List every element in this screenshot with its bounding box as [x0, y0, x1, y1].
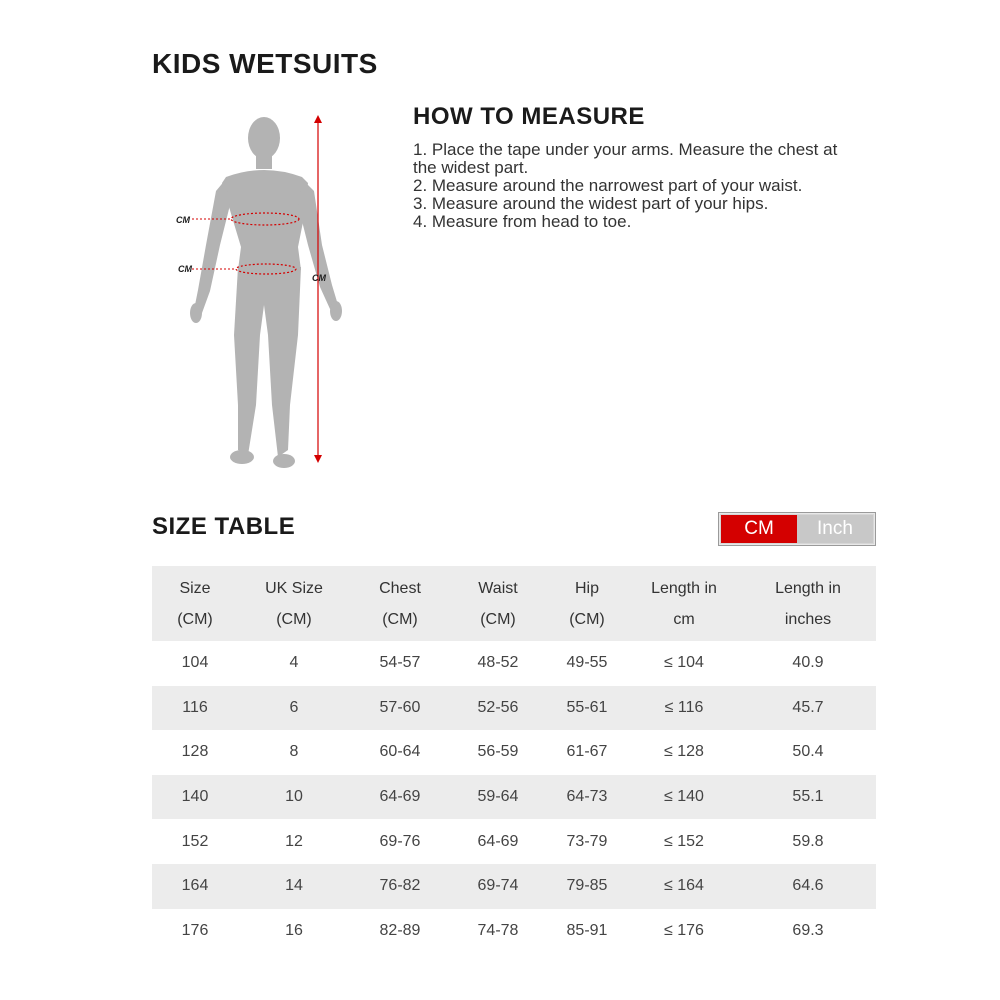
table-cell: 79-85 [546, 864, 628, 909]
table-cell: 4 [289, 654, 299, 672]
header-unit: (CM) [569, 610, 605, 628]
table-cell: 45.7 [740, 686, 876, 731]
column-header [450, 566, 546, 641]
table-cell: 55-61 [546, 686, 628, 731]
table-cell: 16 [285, 921, 303, 939]
table-cell: 74-78 [477, 921, 519, 939]
table-cell: 56-59 [477, 743, 519, 761]
table-cell: 14 [238, 864, 350, 909]
table-cell: 59-64 [450, 775, 546, 820]
table-cell: 8 [289, 743, 299, 761]
header-line: Size [179, 579, 211, 597]
unit-inch-button[interactable]: Inch [797, 515, 873, 543]
table-cell: ≤ 176 [664, 921, 704, 939]
table-cell: 48-52 [477, 654, 519, 672]
measure-step-3: 3. Measure around the widest part of your hips. [413, 194, 769, 213]
table-cell: ≤ 140 [628, 775, 740, 820]
table-cell: 73-79 [566, 832, 608, 850]
table-cell: 116 [152, 686, 238, 731]
table-cell: 140 [152, 775, 238, 820]
header-line: Length in [775, 579, 841, 597]
table-cell: 152 [181, 832, 209, 850]
header-unit: inches [784, 610, 832, 628]
page-title: KIDS WETSUITS [152, 48, 378, 79]
table-cell: 164 [152, 864, 238, 909]
table-row [152, 775, 876, 820]
table-cell: ≤ 116 [628, 686, 740, 731]
header-line: UK Size [265, 579, 323, 597]
header-unit: (CM) [382, 610, 418, 628]
table-cell: 40.9 [792, 654, 824, 672]
table-cell: ≤ 164 [628, 864, 740, 909]
table-cell: 69.3 [792, 921, 824, 939]
header-unit: (CM) [276, 610, 312, 628]
table-header-row [152, 566, 876, 641]
table-row [152, 819, 876, 864]
table-cell: 50.4 [792, 743, 824, 761]
table-cell: ≤ 152 [664, 832, 704, 850]
column-header [152, 566, 238, 641]
table-cell: 60-64 [379, 743, 421, 761]
height-measure-arrow [314, 115, 322, 463]
table-cell: 76-82 [350, 864, 450, 909]
table-cell: 55.1 [740, 775, 876, 820]
how-to-measure-title: HOW TO MEASURE [413, 103, 645, 130]
table-cell: 12 [285, 832, 303, 850]
table-row [152, 864, 876, 909]
table-cell: 69-76 [379, 832, 421, 850]
table-cell: 64.6 [740, 864, 876, 909]
column-header [238, 566, 350, 641]
table-cell: 104 [181, 654, 209, 672]
table-cell: 59.8 [792, 832, 824, 850]
chest-cm-label: CM [176, 215, 190, 225]
measure-step-1: 1. Place the tape under your arms. Measure the chest at the widest part. [413, 140, 838, 177]
table-cell: 10 [238, 775, 350, 820]
table-cell: 57-60 [350, 686, 450, 731]
header-unit: cm [673, 610, 695, 628]
waist-cm-label: CM [178, 264, 192, 274]
table-cell: ≤ 128 [664, 743, 704, 761]
table-cell: 49-55 [566, 654, 608, 672]
table-cell: 64-69 [477, 832, 519, 850]
table-cell: 176 [181, 921, 209, 939]
table-cell: 64-69 [350, 775, 450, 820]
table-cell: 6 [238, 686, 350, 731]
table-row [152, 730, 876, 775]
column-header [740, 566, 876, 641]
table-cell: 82-89 [379, 921, 421, 939]
measure-step-2: 2. Measure around the narrowest part of your waist. [413, 176, 803, 195]
header-unit: (CM) [177, 610, 213, 628]
header-line: Chest [379, 579, 421, 597]
measure-step-4: 4. Measure from head to toe. [413, 212, 632, 231]
table-row [152, 686, 876, 731]
column-header [350, 566, 450, 641]
table-cell: 69-74 [450, 864, 546, 909]
how-to-measure-section [413, 103, 863, 231]
table-cell: 128 [181, 743, 209, 761]
header-line: Length in [651, 579, 717, 597]
table-cell: 64-73 [546, 775, 628, 820]
header-line: Hip [574, 579, 599, 597]
table-cell: 85-91 [566, 921, 608, 939]
table-cell: 61-67 [566, 743, 608, 761]
body-measurement-figure [168, 105, 368, 485]
size-table-title: SIZE TABLE [152, 513, 296, 540]
table-cell: 52-56 [450, 686, 546, 731]
size-table [152, 566, 876, 953]
unit-toggle[interactable] [718, 512, 876, 546]
table-cell: 54-57 [379, 654, 421, 672]
table-row [152, 641, 876, 686]
body-silhouette [190, 117, 342, 468]
column-header [628, 566, 740, 641]
height-cm-label: CM [312, 273, 326, 283]
header-unit: (CM) [480, 610, 516, 628]
table-cell: ≤ 104 [664, 654, 704, 672]
header-line: Waist [478, 579, 518, 597]
column-header [546, 566, 628, 641]
table-row [152, 909, 876, 954]
unit-cm-button[interactable]: CM [721, 515, 797, 543]
